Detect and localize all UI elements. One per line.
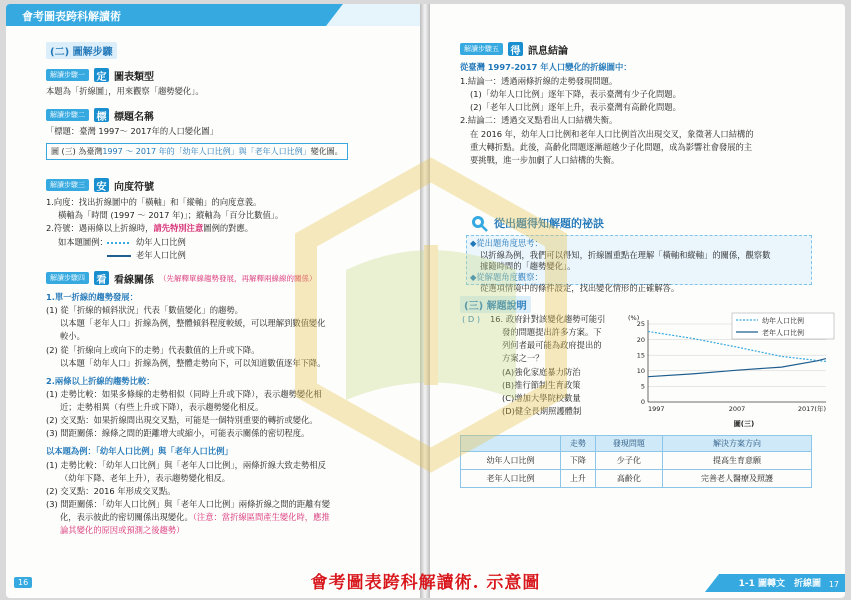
step-4-a5: 以本題「幼年人口」折線為例，整體走勢向下，可以知道數值逐年下降。	[60, 358, 326, 368]
table-cell: 下降	[560, 452, 595, 470]
step-4-heading	[46, 271, 317, 285]
series-line	[648, 359, 826, 377]
step-3-line-3c: 圖例的對應。	[203, 223, 254, 233]
table-header-row	[461, 436, 812, 452]
step-4-c3: (2) 交叉點：2016 年形成交叉點。	[46, 486, 176, 496]
step-1-heading	[46, 68, 154, 82]
right-page	[430, 4, 845, 598]
tip-t4: ◆從解題角度觀察：	[470, 272, 543, 282]
tip-title: 從出題得知解題的祕訣	[494, 217, 604, 230]
chart-legend	[732, 313, 834, 339]
step-badge: 解讀步驟二	[46, 109, 89, 121]
title-box-prefix: 圖 (三) 為臺灣	[51, 147, 103, 156]
legend-intro: 如本題圖例：	[58, 237, 108, 247]
step-key: 安	[94, 178, 109, 192]
step-3-line-2: 橫軸為「時間 (1997 ～ 2017 年)」；縱軸為「百分比數值」。	[58, 210, 284, 220]
table-header	[461, 436, 561, 452]
legend-youth-label: 幼年人口比例	[762, 317, 804, 325]
section-title-steps: (二) 圖解步驟	[46, 42, 117, 59]
step-5-heading-text: 從臺灣 1997-2017 年人口變化的折線圖中：	[460, 62, 632, 72]
step-name: 向度符號	[114, 181, 154, 193]
left-page	[6, 4, 420, 598]
step-badge: 解讀步驟五	[460, 43, 503, 55]
table-header: 走勢	[560, 436, 595, 452]
y-tick-label: 15	[636, 351, 645, 360]
step-4-c2: （幼年下降、老年上升），表示趨勢變化相反。	[60, 473, 231, 483]
title-box-years: 1997 ～ 2017 年的	[102, 147, 175, 156]
step-badge: 解讀步驟一	[46, 69, 89, 81]
table-cell: 老年人口比例	[461, 470, 561, 488]
step-5-d2: (1)「幼年人口比例」逐年下降，表示臺灣有少子化問題。	[470, 89, 681, 99]
y-tick-label: 0	[640, 398, 645, 407]
step-3-heading	[46, 178, 154, 192]
step-5-d4: 2.結論二：透過交叉點看出人口結構失衡。	[460, 115, 618, 125]
step-3-line-1: 1.向度：找出折線圖中的「橫軸」和「縱軸」的向度意義。	[46, 197, 262, 207]
question-line-1: 16. 政府針對該變化趨勢可能引	[490, 314, 606, 324]
book-spine	[420, 4, 430, 598]
step-5-d6: 重大轉折點。此後，高齡化問題逐漸超越少子化問題，成為影響社會發展的主	[470, 142, 753, 152]
step-key: 標	[94, 108, 109, 122]
table-cell: 高齡化	[595, 470, 662, 488]
question-line-3: 列何者最可能為政府提出的	[502, 340, 602, 350]
book-title: 會考圖表跨科解讀術	[22, 10, 121, 23]
option-a: (A)強化家庭暴力防治	[502, 367, 581, 377]
step-key: 定	[94, 68, 109, 82]
table-row	[461, 452, 812, 470]
step-4-c6: 論其變化的原因或預測之後趨勢）	[60, 525, 185, 535]
step-4-heading-1: 1.單一折線的趨勢發展：	[46, 292, 138, 302]
tip-t2: 以折線為例，我們可以得知，折線圖重點在理解「橫軸和縱軸」的關係，觀察數	[480, 250, 771, 260]
step-key: 得	[508, 42, 523, 56]
title-box-series: 「幼年人口比例」與「老年人口比例」	[174, 147, 311, 156]
page-number-right: 17	[828, 580, 839, 589]
step-4-c4: (3) 間距關係：「幼年人口比例」與「老年人口比例」兩條折線之間的距離有變	[46, 499, 331, 509]
step-5-d5: 在 2016 年，幼年人口比例和老年人口比例首次出現交叉，象徵著人口結構的	[470, 129, 754, 139]
page-number-left: 16	[14, 577, 32, 588]
table-cell: 完善老人醫療及照護	[663, 470, 812, 488]
step-4-a1: (1) 從「折線的傾斜狀況」代表「數值變化」的趨勢。	[46, 305, 243, 315]
step-badge: 解讀步驟三	[46, 179, 89, 191]
solution-table	[460, 435, 812, 488]
step-4-b1: (1) 走勢比較：如果多條線的走勢相似（同時上升或下降），表示趨勢變化相	[46, 389, 322, 399]
table-cell: 提高生育意願	[663, 452, 812, 470]
line-chart	[626, 310, 836, 428]
step-2-heading	[46, 108, 154, 122]
chart-y-unit: (%)	[628, 314, 640, 322]
legend-solid-line-icon	[106, 253, 132, 259]
table-header: 發現問題	[595, 436, 662, 452]
step-badge: 解讀步驟四	[46, 272, 89, 284]
legend-dotted-line-icon	[106, 240, 132, 246]
x-tick-label: 2007	[728, 405, 746, 413]
step-3-line-3b: 請先特別注意	[153, 223, 204, 233]
step-4-a3: 較小。	[60, 331, 85, 341]
step-4-c5-note: （注意：當折線區間產生變化時，應推	[192, 512, 330, 522]
title-box-suffix: 變化圖。	[310, 147, 343, 156]
footer-section: 1-1 圖轉文 折線圖	[738, 579, 821, 589]
step-3-line-3	[46, 223, 253, 234]
step-name: 訊息結論	[528, 45, 568, 57]
legend-item-youth: 幼年人口比例	[136, 237, 186, 247]
step-4-heading-3: 以本題為例：「幼年人口比例」與「老年人口比例」	[46, 446, 233, 456]
question-line-4: 方案之一？	[502, 353, 544, 363]
legend-item-elderly: 老年人口比例	[136, 250, 186, 260]
step-4-heading-2: 2.兩條以上折線的趨勢比較：	[46, 376, 155, 386]
step-key: 看	[94, 271, 109, 285]
tip-t3: 據隨時間的「趨勢變化」。	[480, 261, 576, 271]
tip-t1: ◆從出題角度思考：	[470, 238, 543, 248]
table-cell: 上升	[560, 470, 595, 488]
option-b: (B)推行節制生育政策	[502, 380, 581, 390]
y-tick-label: 25	[636, 320, 645, 329]
step-5-d1: 1.結論一：透過兩條折線的走勢發現問題。	[460, 76, 618, 86]
chart-title: 圖(三)	[733, 420, 755, 428]
step-4-a2: 以本題「老年人口」折線為例，整體傾斜程度較緩，可以理解到數值變化	[60, 318, 326, 328]
step-4-c1: (1) 走勢比較：「幼年人口比例」與「老年人口比例」，兩條折線大致走勢相反	[46, 460, 326, 470]
step-note: （先解釋單線趨勢發展，再解釋兩線線的關係）	[159, 273, 317, 283]
step-name: 看線關係	[114, 274, 154, 286]
step-4-b4: (3) 間距關係：線條之間的距離增大或縮小，可能表示關係的密切程度。	[46, 428, 310, 438]
step-5-heading	[460, 42, 568, 56]
y-tick-label: 10	[636, 367, 645, 375]
step-5-d3: (2)「老年人口比例」逐年上升，表示臺灣有高齡化問題。	[470, 102, 681, 112]
table-cell: 少子化	[595, 452, 662, 470]
step-2-text: 「標題：臺灣 1997～ 2017年的人口變化圖」	[46, 126, 218, 136]
y-tick-label: 20	[636, 335, 645, 344]
x-tick-label: 1997	[648, 405, 665, 413]
y-tick-label: 5	[640, 382, 645, 391]
question-line-2: 發的問題提出許多方案。下	[502, 327, 602, 337]
title-box	[46, 143, 348, 160]
step-4-b2: 近；走勢相異（有些上升或下降），表示趨勢變化相反。	[60, 402, 264, 412]
step-4-a4: (2) 從「折線向上或向下的走勢」代表數值的上升或下降。	[46, 345, 260, 355]
table-cell: 幼年人口比例	[461, 452, 561, 470]
step-4-c5	[60, 512, 330, 523]
step-4-c5-text: 化，表示彼此的密切關係出現變化。	[60, 512, 193, 522]
image-caption: 會考圖表跨科解讀術. 示意圖	[310, 573, 541, 593]
step-1-text: 本題為「折線圖」，用來觀察「趨勢變化」。	[46, 86, 204, 96]
step-5-d7: 要挑戰，進一步加劇了人口結構的失衡。	[470, 155, 620, 165]
step-3-line-3a: 2.符號：遇兩條以上折線時，	[46, 223, 154, 233]
magnifier-icon	[470, 214, 488, 232]
table-row	[461, 470, 812, 488]
section-title-solution: (三) 解題說明	[460, 296, 531, 313]
tip-heading	[470, 214, 604, 232]
option-c: (C)增加大學院校數量	[502, 393, 581, 403]
x-tick-label: 2017(年)	[797, 405, 826, 413]
step-name: 圖表類型	[114, 71, 154, 83]
option-d: (D)健全長期照護體制	[502, 406, 582, 416]
answer-mark: ( D )	[462, 314, 481, 324]
step-name: 標題名稱	[114, 111, 154, 123]
table-header: 解決方案方向	[663, 436, 812, 452]
legend-elderly-label: 老年人口比例	[762, 329, 804, 337]
tip-t5: 從選項情境中的條件設定，找出變化情形的正確解答。	[480, 283, 680, 293]
step-4-b3: (2) 交叉點：如果折線間出現交叉點，可能是一個特別重要的轉折或變化。	[46, 415, 318, 425]
